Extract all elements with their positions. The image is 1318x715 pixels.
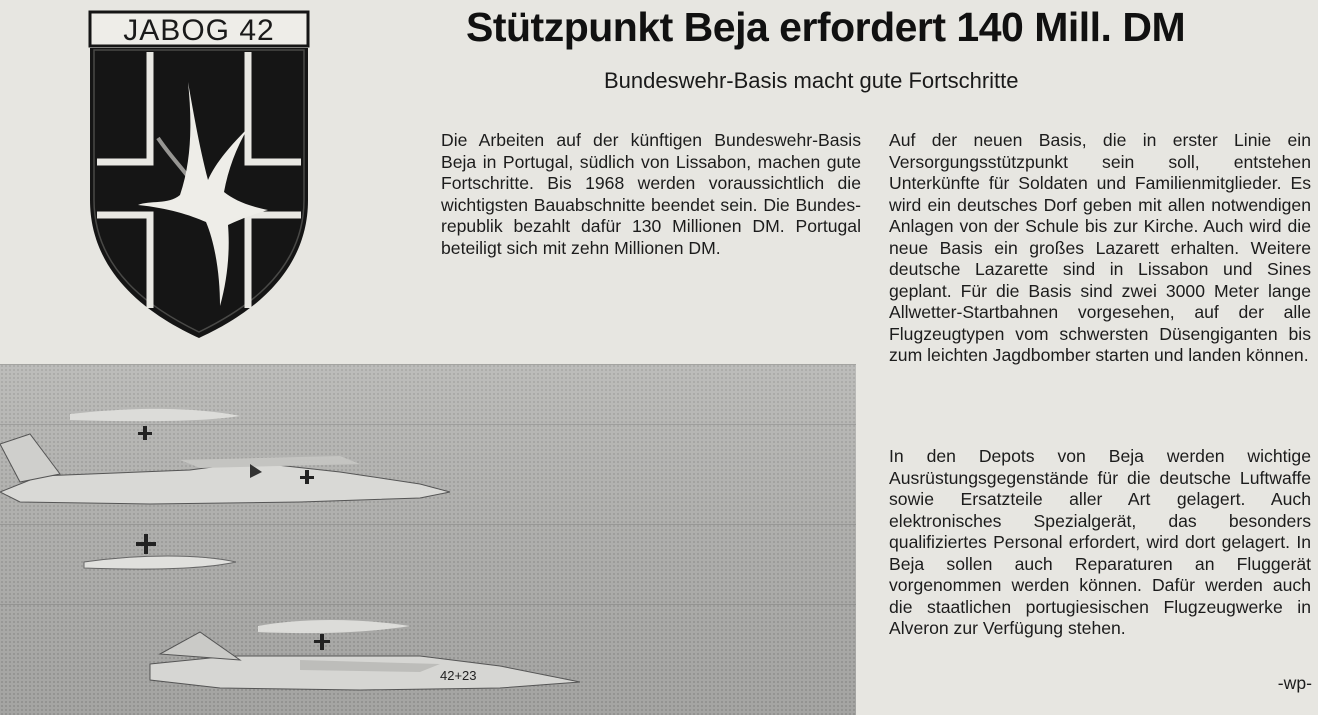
article-paragraph: Die Arbeiten auf der künftigen Bundeswehr-Basis Beja in Portugal, südlich von Lissabon, machen gute Fortschritte. Bis 1968 werden voraussichtlich die wichtigsten Bauabschnitte beendet sein. Die Bundesrepublik bezahlt dafür 130 Millionen DM. Portugal beteiligt sich mit zehn Millionen DM. <box>441 130 861 258</box>
crest-label: JABOG 42 <box>123 14 275 47</box>
bird-over-iron-cross-shield-icon <box>88 10 310 340</box>
author-signature: -wp- <box>1277 673 1312 693</box>
jabog-42-crest <box>88 10 310 340</box>
fighter-jets-photo <box>0 364 856 715</box>
article-paragraph: Auf der neuen Basis, die in erster Linie ein Versorgungsstützpunkt sein soll, entstehen Unterkünfte für Soldaten und Familienmitglieder. Es wird ein deutsches Dorf geben mit allen notwendigen Anlagen von der Schule bis zur Kirche. Auch wird die neue Basis ein großes Lazarett erhalten. Weitere deutsche Lazarette sind in Lissabon und Sines geplant. Für die Basis sind zwei 3000 Meter lange Allwetter-Startbahnen vorgesehen, auf der alle Flugzeugtypen vom schwersten Düsengiganten bis zum leichten Jagdbomber starten und landen können. <box>889 130 1311 365</box>
jet-tail-code: 42+23 <box>440 668 477 683</box>
article-headline: Stützpunkt Beja erfordert 140 Mill. DM <box>466 4 1186 50</box>
fighter-jets-in-formation-image <box>0 364 856 715</box>
article-subheadline: Bundeswehr-Basis macht gute Fortschritte <box>604 68 1019 93</box>
article-paragraph: In den Depots von Beja werden wichtige Ausrüstungsgegenstände für die deutsche Luftwaffe sowie Ersatzteile aller Art gelagert. Auch elektronisches Spezialgerät, das besonders qualifiziertes Personal erfordert, wird dort gelagert. In Beja sollen auch Reparaturen an Fluggerät vorgenommen werden können. Dafür werden auch die staatlichen portugiesischen Flugzeugwerke in Alveron zur Verfügung stehen. <box>889 446 1311 638</box>
